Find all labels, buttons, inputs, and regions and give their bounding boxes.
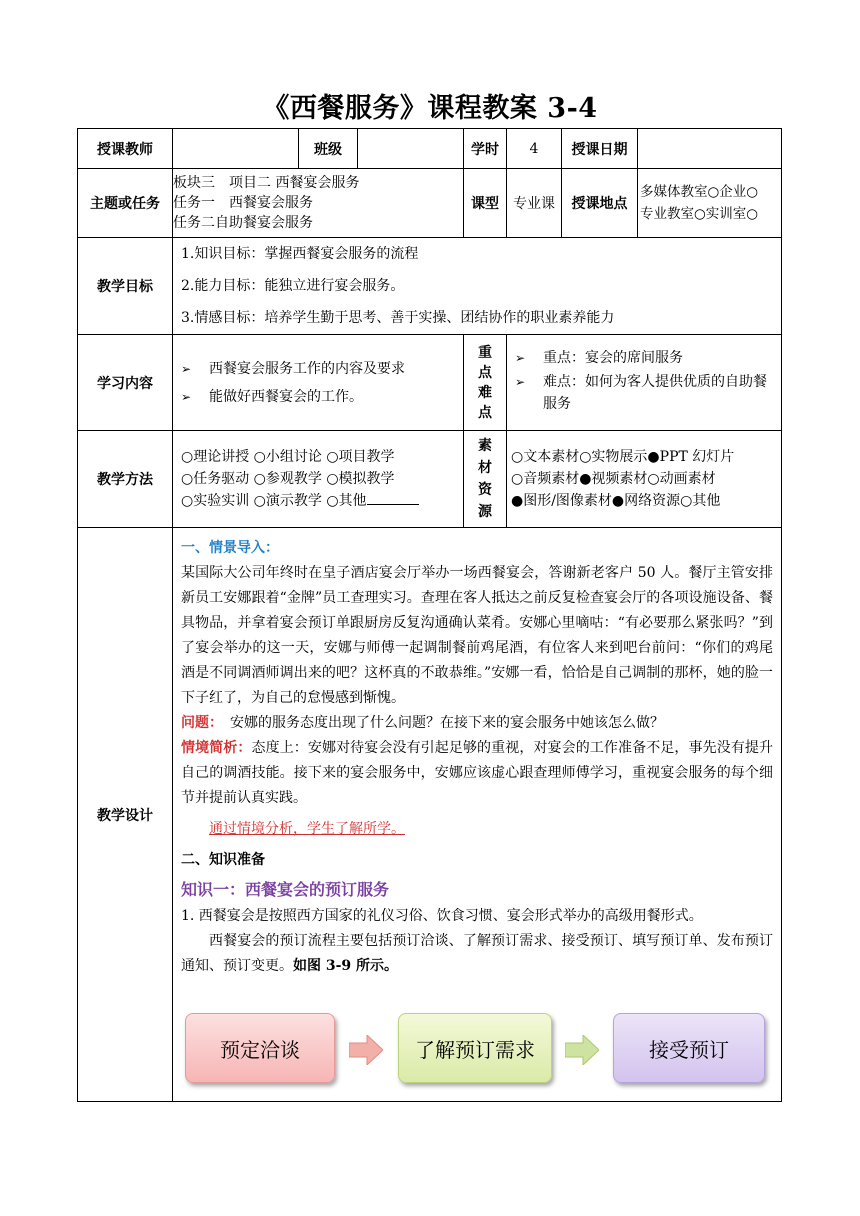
analysis-text: 态度上：安娜对待宴会没有引起足够的重视，对宴会的工作准备不足，事先没有提升自己的调酒技能。接下来的宴会服务中，安娜应该虚心跟查理师傅学习，重视宴会服务的每个细节并提前认真实践。 [181, 740, 774, 806]
arrow-bullet-icon: ➢ [181, 389, 192, 404]
question-label: 问题： [181, 715, 216, 731]
resource-line: ○音频素材●视频素材○动画素材 [511, 471, 716, 487]
method-line: ○理论讲授 ○小组讨论 ○项目教学 [181, 449, 395, 465]
class-value [358, 129, 464, 169]
design-label: 教学设计 [78, 528, 173, 1102]
reservation-flowchart [173, 979, 781, 1101]
knowledge-title: 知识一：西餐宴会的预订服务 [181, 880, 390, 899]
hours-label: 学时 [464, 129, 507, 169]
topic-line: 任务二自助餐宴会服务 [173, 215, 313, 231]
topic-line: 板块三 项目二 西餐宴会服务 [173, 175, 360, 191]
date-label: 授课日期 [562, 129, 638, 169]
method-line: ○实验实训 ○演示教学 ○其他 [173, 490, 463, 512]
topic-line: 任务一 西餐宴会服务 [173, 195, 313, 211]
place-line: 专业教室○实训室○ [640, 206, 759, 222]
key-point-item: ➢ 难点：如何为客人提供优质的自助餐服务 [513, 371, 775, 415]
content-item: ➢ 能做好西餐宴会的工作。 [179, 386, 457, 408]
arrow-bullet-icon: ➢ [181, 361, 192, 376]
content-label: 学习内容 [78, 335, 173, 431]
goals-content [173, 238, 782, 335]
resource-line: ○文本素材○实物展示●PPT 幻灯片 [511, 449, 735, 465]
method-label: 教学方法 [78, 431, 173, 528]
place-label: 授课地点 [562, 169, 638, 238]
document-title: 《西餐服务》课程教案 3-4 [262, 93, 598, 124]
key-points-label: 重点难点 [464, 335, 507, 431]
section1-title: 一、情景导入： [181, 540, 279, 556]
place-value [638, 169, 782, 238]
goal-item: 3.情感目标：培养学生勤于思考、善于实操、团结协作的职业素养能力 [181, 310, 615, 326]
flow-step-negotiation: 预定洽谈 [185, 1013, 335, 1083]
goal-item: 2.能力目标：能独立进行宴会服务。 [181, 278, 405, 294]
type-label: 课型 [464, 169, 507, 238]
lesson-plan-table [77, 128, 782, 1102]
note-text: 通过情境分析，学生了解所学。 [209, 821, 405, 837]
goals-label: 教学目标 [78, 238, 173, 335]
topic-value [173, 169, 464, 238]
content-item: ➢ 西餐宴会服务工作的内容及要求 [179, 358, 457, 380]
flow-step-accept: 接受预订 [613, 1013, 765, 1083]
method-options [173, 431, 464, 528]
arrow-bullet-icon: ➢ [515, 350, 526, 365]
date-value [638, 129, 782, 169]
teacher-value [173, 129, 299, 169]
place-line: 多媒体教室○企业○ [640, 184, 759, 200]
topic-label: 主题或任务 [78, 169, 173, 238]
design-content [173, 528, 782, 1102]
hours-value: 4 [507, 129, 562, 169]
resources-options [507, 431, 782, 528]
method-line: ○任务驱动 ○参观教学 ○模拟教学 [181, 471, 395, 487]
key-point-item: ➢ 重点：宴会的席间服务 [513, 347, 775, 369]
goal-item: 1.知识目标：掌握西餐宴会服务的流程 [181, 246, 419, 262]
section2-title: 二、知识准备 [181, 852, 265, 868]
type-value: 专业课 [507, 169, 562, 238]
story-text: 某国际大公司年终时在皇子酒店宴会厅举办一场西餐宴会，答谢新老客户 50 人。餐厅主管安排新员工安娜跟着“金牌”员工查理实习。查理在客人抵达之前反复检查宴会厅的各项设施设备、餐具物品，并拿着宴会预订单跟厨房反复沟通确认菜肴。安娜心里嘀咕：“有必要那么紧张吗？”到了宴会举办的这一天，安娜与师傅一起调制餐前鸡尾酒，有位客人来到吧台前问：“你们的鸡尾酒是不同调酒师调出来的吧？这杯真的不敢恭维。”安娜一看，恰恰是自己调制的那杯，她的脸一下子红了，为自己的怠慢感到惭愧。 [181, 565, 773, 706]
arrow-bullet-icon: ➢ [515, 374, 526, 389]
teacher-label: 授课教师 [78, 129, 173, 169]
blank-underline [367, 490, 419, 505]
key-points-list [507, 335, 782, 431]
class-label: 班级 [299, 129, 358, 169]
knowledge-item-2: 西餐宴会的预订流程主要包括预订洽谈、了解预订需求、接受预订、填写预订单、发布预订通知、预订变更。如图 3-9 所示。 [181, 933, 773, 974]
resource-line: ●图形/图像素材●网络资源○其他 [511, 493, 721, 509]
analysis-label: 情境简析： [181, 740, 252, 756]
content-list [173, 335, 464, 431]
resources-label: 素材资源 [464, 431, 507, 528]
knowledge-item-1: 1. 西餐宴会是按照西方国家的礼仪习俗、饮食习惯、宴会形式举办的高级用餐形式。 [181, 908, 703, 924]
question-text: 安娜的服务态度出现了什么问题？在接下来的宴会服务中她该怎么做？ [216, 715, 664, 731]
flow-step-needs: 了解预订需求 [398, 1013, 552, 1083]
